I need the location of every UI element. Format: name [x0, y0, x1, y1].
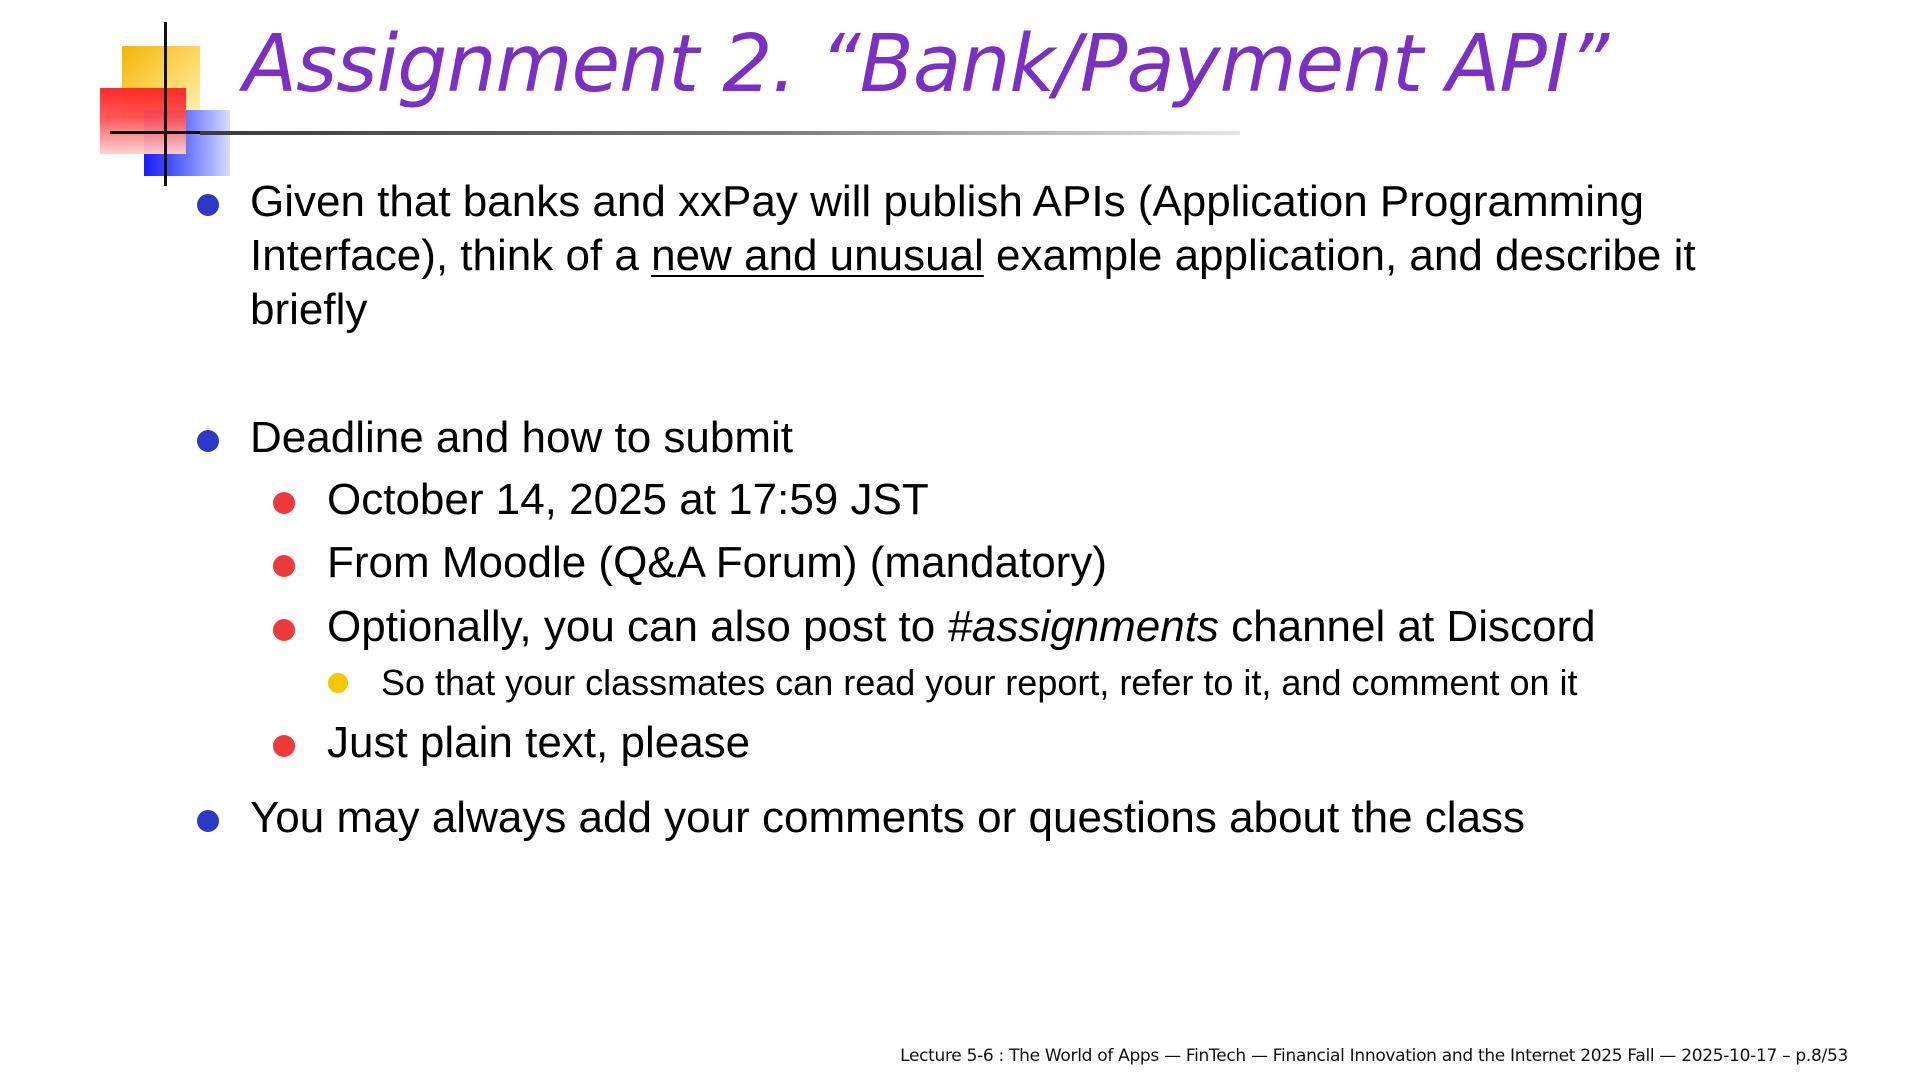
- slide-title: Assignment 2. “Bank/Payment API”: [243, 18, 1609, 110]
- bullet1-emphasis-underlined: new and unusual: [651, 231, 984, 280]
- bullet2-sub3-pre: Optionally, you can also post to: [327, 602, 948, 651]
- bullet-level2-dot: [273, 735, 295, 757]
- bullet-level1-dot: [197, 810, 219, 832]
- bullet1-line1: Given that banks and xxPay will publish APIs (Application Programming: [250, 177, 1645, 226]
- bullet-level3-dot: [328, 673, 348, 693]
- bullet2-text: Deadline and how to submit: [250, 413, 793, 462]
- bullet-level2-dot: [273, 492, 295, 514]
- bullet-level2-dot: [273, 555, 295, 577]
- bullet-level1-dot: [197, 430, 219, 452]
- bullet2-sub3: [327, 600, 1596, 654]
- bullet-level1-dot: [197, 194, 219, 216]
- bullet3-text: You may always add your comments or questions about the class: [250, 793, 1526, 842]
- discord-channel-name: #assignments: [947, 602, 1219, 651]
- bullet1-line2-post: example application, and describe it: [983, 231, 1696, 280]
- bullet2-sub4: Just plain text, please: [327, 718, 751, 767]
- bullet-level2-dot: [273, 619, 295, 641]
- bullet1-line3: briefly: [250, 285, 368, 334]
- bullet2-sub3-post: channel at Discord: [1218, 602, 1596, 651]
- bullet1-line2: [250, 229, 1696, 283]
- bullet2-sub1: October 14, 2025 at 17:59 JST: [327, 475, 929, 524]
- bullet2-sub3-sub1: So that your classmates can read your report, refer to it, and comment on it: [381, 662, 1578, 703]
- bullet2-sub2: From Moodle (Q&A Forum) (mandatory): [327, 538, 1107, 587]
- bullet1-line2-pre: Interface), think of a: [250, 231, 652, 280]
- slide-footer: Lecture 5-6 : The World of Apps — FinTech — Financial Innovation and the Internet 2025 Fall — 2025-10-17 – p.8/53: [900, 1046, 1848, 1066]
